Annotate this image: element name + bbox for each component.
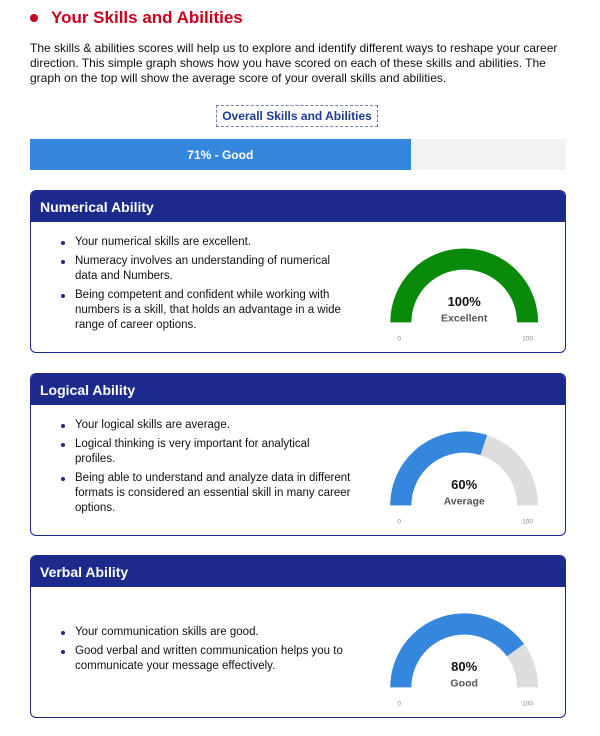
numerical-ability-card xyxy=(30,190,566,353)
gauge-rating: Good xyxy=(450,677,478,690)
list-item: Your numerical skills are excellent. xyxy=(59,235,351,250)
gauge-fill xyxy=(390,431,487,505)
gauge-chart xyxy=(363,587,566,717)
gauge-svg xyxy=(382,220,548,350)
gauge-fill xyxy=(390,613,524,687)
gauge-svg xyxy=(382,585,548,715)
list-item: Your logical skills are average. xyxy=(59,418,351,433)
gauge-chart xyxy=(363,222,566,352)
bullet-list xyxy=(59,418,351,520)
overall-skills-label: Overall Skills and Abilities xyxy=(216,105,378,127)
list-item: Your communication skills are good. xyxy=(59,625,351,640)
list-item: Being competent and confident while working with numbers is a skill, that holds an advantage in a wide range of career options. xyxy=(59,288,351,333)
overall-progress-fill xyxy=(30,139,411,170)
list-item: Being able to understand and analyze data in different formats is considered an essential skill in many career options. xyxy=(59,471,351,516)
bullet-list xyxy=(59,625,351,678)
gauge-min-label: 0 xyxy=(397,518,401,526)
gauge-max-label: 100 xyxy=(522,335,533,343)
list-item: Numeracy involves an understanding of numerical data and Numbers. xyxy=(59,254,351,284)
overall-progress-bar xyxy=(30,139,566,170)
page-title: Your Skills and Abilities xyxy=(51,8,243,27)
list-item: Good verbal and written communication helps you to communicate your message effectively. xyxy=(59,644,351,674)
gauge-max-label: 100 xyxy=(522,518,533,526)
card-body xyxy=(31,222,565,352)
gauge-percent: 100% xyxy=(447,294,481,310)
gauge-fill xyxy=(390,248,538,322)
gauge-max-label: 100 xyxy=(522,700,533,708)
card-title: Numerical Ability xyxy=(31,191,565,222)
gauge-min-label: 0 xyxy=(397,335,401,343)
card-body xyxy=(31,405,565,535)
logical-ability-card xyxy=(30,373,566,536)
card-title: Logical Ability xyxy=(31,374,565,405)
section-heading xyxy=(30,6,243,30)
intro-paragraph: The skills & abilities scores will help us to explore and identify different ways to reshape your career direction. This simple graph shows how you have scored on each of these skills and abilities. The graph on the top will show the average score of your overall skills and abilities. xyxy=(30,41,558,85)
overall-progress-text: 71% - Good xyxy=(187,147,254,162)
gauge-svg xyxy=(382,403,548,533)
gauge-rating: Excellent xyxy=(441,312,488,325)
bullet-dot-icon xyxy=(30,14,38,22)
card-title: Verbal Ability xyxy=(31,556,565,587)
verbal-ability-card xyxy=(30,555,566,718)
bullet-list xyxy=(59,235,351,337)
gauge-min-label: 0 xyxy=(397,700,401,708)
gauge-chart xyxy=(363,405,566,535)
gauge-rating: Average xyxy=(443,495,485,508)
list-item: Logical thinking is very important for analytical profiles. xyxy=(59,437,351,467)
gauge-percent: 60% xyxy=(451,477,478,493)
gauge-percent: 80% xyxy=(451,659,478,675)
card-body xyxy=(31,587,565,717)
